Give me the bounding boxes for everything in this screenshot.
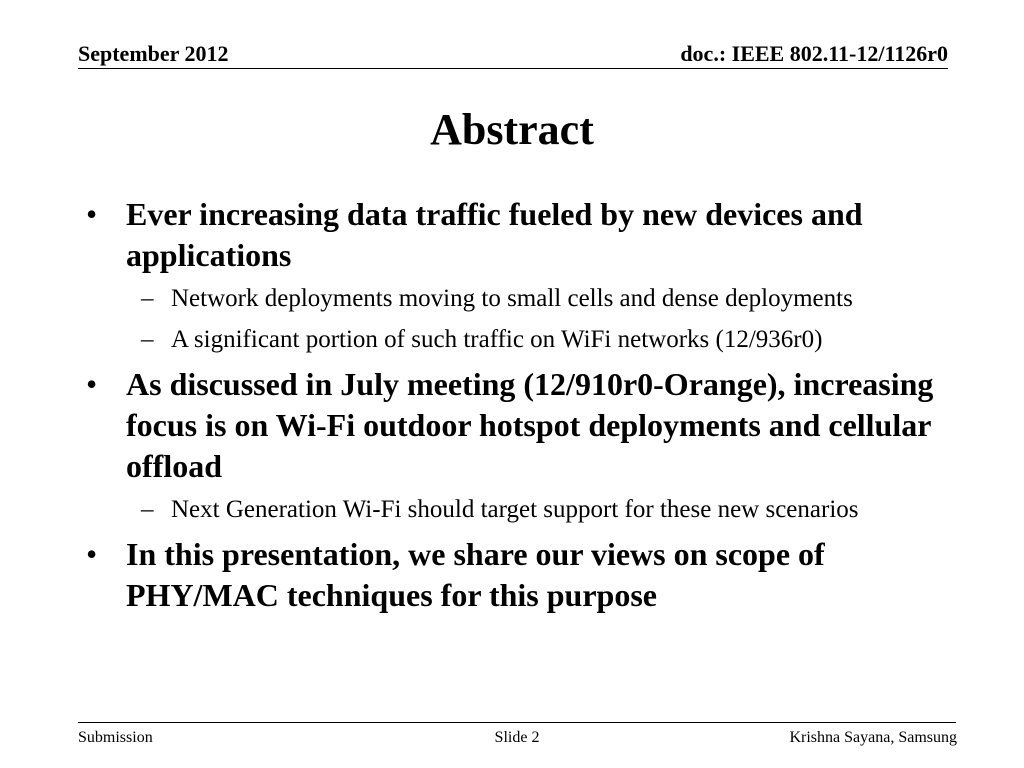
sub-bullet-item	[86, 282, 936, 315]
dash-icon: –	[141, 496, 154, 523]
header-divider	[78, 68, 948, 69]
footer-author: Krishna Sayana, Samsung	[789, 729, 957, 746]
sub-bullet-text: Next Generation Wi-Fi should target support for these new scenarios	[171, 496, 859, 523]
slide-title: Abstract	[430, 105, 594, 154]
bullet-text: Ever increasing data traffic fueled by new devices and applications	[126, 196, 863, 273]
footer-submission: Submission	[78, 729, 153, 746]
bullet-icon: •	[86, 366, 98, 402]
header-date: September 2012	[78, 41, 229, 66]
dash-icon: –	[141, 326, 154, 353]
sub-bullet-item	[86, 493, 936, 526]
header-doc-id: doc.: IEEE 802.11-12/1126r0	[680, 41, 948, 66]
bullet-item	[86, 364, 936, 487]
bullet-icon: •	[86, 196, 98, 232]
bullet-text: In this presentation, we share our views on scope of PHY/MAC techniques for this purpose	[126, 536, 825, 613]
slide-body	[86, 194, 936, 622]
sub-bullet-text: Network deployments moving to small cells and dense deployments	[171, 285, 853, 312]
sub-bullet-item	[86, 323, 936, 356]
dash-icon: –	[141, 285, 154, 312]
bullet-icon: •	[86, 536, 98, 572]
footer-slide-number: Slide 2	[494, 729, 540, 746]
footer-divider	[78, 722, 956, 723]
bullet-text: As discussed in July meeting (12/910r0-Orange), increasing focus is on Wi-Fi outdoor hotspot deployments and cellular offload	[126, 366, 934, 484]
bullet-item	[86, 534, 936, 616]
sub-bullet-text: A significant portion of such traffic on WiFi networks (12/936r0)	[171, 326, 823, 353]
bullet-item	[86, 194, 936, 276]
